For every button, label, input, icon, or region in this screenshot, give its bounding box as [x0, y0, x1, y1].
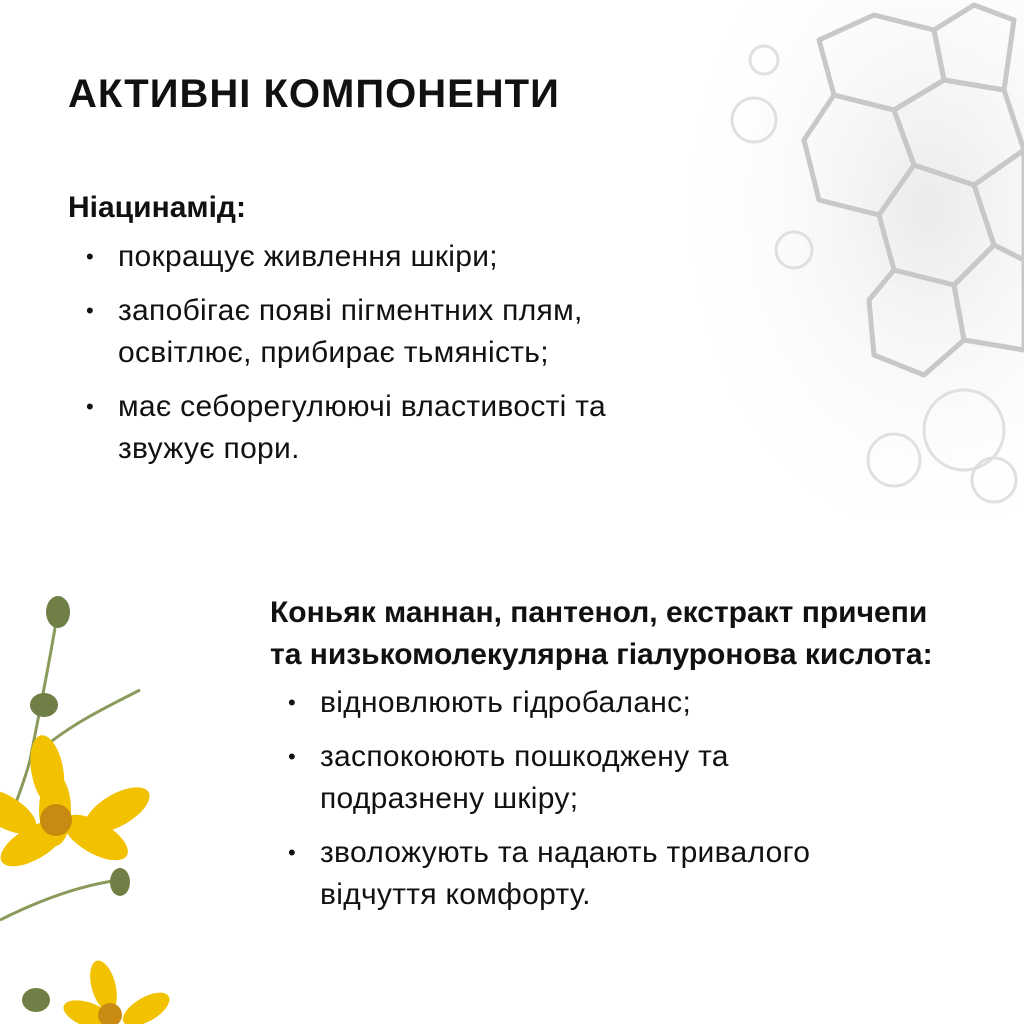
- list-item: [68, 386, 638, 470]
- list-item-text: покращує живлення шкіри;: [118, 240, 498, 273]
- bullet-icon: •: [288, 840, 297, 865]
- list-item-text: відновлюють гідробаланс;: [320, 686, 692, 719]
- bullet-list: [68, 236, 668, 470]
- section-heading: Коньяк маннан, пантенол, екстракт причепи та низькомолекулярна гіалуронова кислота:: [270, 596, 933, 671]
- bullet-icon: •: [86, 244, 95, 269]
- list-item-text: запобігає появі пігментних плям, освітлює, прибирає тьмяність;: [118, 294, 583, 369]
- bullet-icon: •: [288, 690, 297, 715]
- list-item-text: має себорегулюючі властивості та звужує пори.: [118, 390, 606, 465]
- page-title: АКТИВНІ КОМПОНЕНТИ: [68, 72, 560, 116]
- list-item: [270, 682, 880, 724]
- bullet-icon: •: [86, 298, 95, 323]
- list-item: [270, 832, 880, 916]
- list-item: [68, 236, 638, 278]
- list-item-text: заспокоюють пошкоджену та подразнену шкіру;: [320, 740, 729, 815]
- bullet-list: [270, 682, 990, 916]
- bullet-icon: •: [288, 744, 297, 769]
- section-moisturizing-complex: [270, 592, 990, 928]
- list-item: [270, 736, 880, 820]
- section-heading: Ніацинамід:: [68, 191, 246, 224]
- section-niacinamide: [68, 186, 668, 482]
- yellow-flowers-illustration: [0, 590, 170, 1024]
- foam-bubbles-illustration: [644, 0, 1024, 520]
- list-item: [68, 290, 638, 374]
- list-item-text: зволожують та надають тривалого відчуття комфорту.: [320, 836, 811, 911]
- bullet-icon: •: [86, 394, 95, 419]
